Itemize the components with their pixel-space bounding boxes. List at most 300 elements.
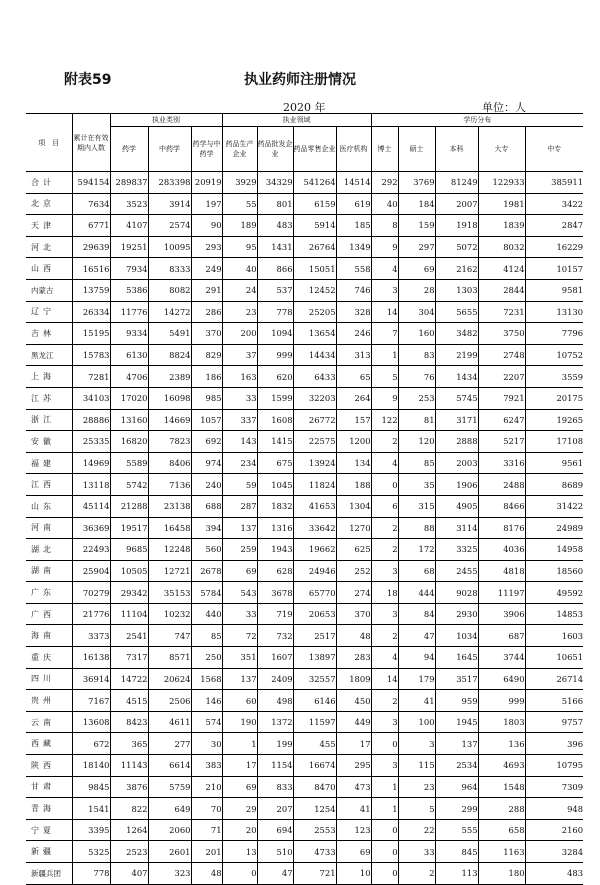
table-cell: 3523 (110, 193, 148, 215)
table-row (26, 236, 583, 258)
table-cell: 16098 (148, 387, 191, 409)
table-cell: 8689 (525, 474, 583, 496)
table-cell: 16516 (72, 258, 110, 280)
table-cell: 136 (478, 733, 525, 755)
table-cell: 4124 (478, 258, 525, 280)
table-row (26, 258, 583, 280)
table-cell: 999 (478, 690, 525, 712)
table-cell: 32203 (293, 387, 336, 409)
table-row (26, 366, 583, 388)
row-region-name: 河南 (26, 517, 72, 539)
table-cell: 3395 (72, 819, 110, 841)
table-cell: 76 (398, 366, 435, 388)
table-cell: 9561 (525, 452, 583, 474)
table-cell: 14514 (336, 172, 371, 194)
table-cell: 9685 (110, 539, 148, 561)
table-cell: 3929 (222, 172, 257, 194)
row-region-name: 合计 (26, 172, 72, 194)
table-cell: 16458 (148, 517, 191, 539)
table-cell: 1415 (257, 431, 293, 453)
table-cell: 207 (257, 798, 293, 820)
table-row (26, 387, 583, 409)
table-cell: 1163 (478, 841, 525, 863)
header-group-education: 学历分布 (371, 114, 583, 127)
table-cell: 180 (478, 863, 525, 885)
table-row (26, 668, 583, 690)
table-cell: 3744 (478, 647, 525, 669)
table-cell: 3750 (478, 323, 525, 345)
table-cell: 1200 (336, 431, 371, 453)
subheader-cell: 药品零售企业 (293, 127, 336, 172)
table-cell: 5914 (293, 215, 336, 237)
table-cell: 28886 (72, 409, 110, 431)
table-cell: 0 (371, 474, 398, 496)
table-row (26, 215, 583, 237)
table-body (26, 172, 583, 885)
table-cell: 120 (398, 431, 435, 453)
row-region-name: 宁夏 (26, 819, 72, 841)
table-cell: 188 (336, 474, 371, 496)
table-cell: 694 (257, 819, 293, 841)
table-cell: 801 (257, 193, 293, 215)
table-cell: 250 (191, 647, 222, 669)
table-cell: 85 (398, 452, 435, 474)
table-cell: 7796 (525, 323, 583, 345)
table-cell: 1803 (478, 711, 525, 733)
row-region-name: 天津 (26, 215, 72, 237)
row-region-name: 山东 (26, 495, 72, 517)
table-cell: 30 (191, 733, 222, 755)
table-cell: 2160 (525, 819, 583, 841)
table-cell: 253 (398, 387, 435, 409)
table-row (26, 647, 583, 669)
table-cell: 8423 (110, 711, 148, 733)
table-cell: 259 (222, 539, 257, 561)
table-cell: 4818 (478, 560, 525, 582)
table-cell: 13608 (72, 711, 110, 733)
table-cell: 1906 (435, 474, 478, 496)
table-cell: 1599 (257, 387, 293, 409)
table-cell: 10795 (525, 755, 583, 777)
table-cell: 123 (336, 819, 371, 841)
table-cell: 1254 (293, 798, 336, 820)
table-cell: 628 (257, 560, 293, 582)
table-cell: 29342 (110, 582, 148, 604)
table-cell: 299 (435, 798, 478, 820)
table-cell: 2523 (110, 841, 148, 863)
table-cell: 7823 (148, 431, 191, 453)
table-cell: 3 (371, 560, 398, 582)
table-cell: 25335 (72, 431, 110, 453)
table-cell: 5386 (110, 279, 148, 301)
table-cell: 2506 (148, 690, 191, 712)
table-cell: 13 (222, 841, 257, 863)
table-cell: 137 (435, 733, 478, 755)
table-cell: 2 (371, 625, 398, 647)
table-cell: 7 (371, 323, 398, 345)
table-cell: 17 (336, 733, 371, 755)
table-cell: 18 (371, 582, 398, 604)
table-cell: 134 (336, 452, 371, 474)
table-cell: 292 (371, 172, 398, 194)
table-cell: 9028 (435, 582, 478, 604)
table-cell: 100 (398, 711, 435, 733)
subheader-cell: 药品生产企业 (222, 127, 257, 172)
table-cell: 1945 (435, 711, 478, 733)
table-cell: 5 (398, 798, 435, 820)
table-cell: 313 (336, 344, 371, 366)
table-cell: 293 (191, 236, 222, 258)
table-cell: 3914 (148, 193, 191, 215)
pharmacist-registration-table (26, 113, 583, 885)
table-cell: 13897 (293, 647, 336, 669)
table-cell: 33 (398, 841, 435, 863)
table-cell: 4 (371, 258, 398, 280)
table-cell: 1607 (257, 647, 293, 669)
subheader-cell: 药品批发企业 (257, 127, 293, 172)
table-cell: 2930 (435, 603, 478, 625)
table-cell: 687 (478, 625, 525, 647)
table-cell: 688 (191, 495, 222, 517)
table-row (26, 603, 583, 625)
row-region-name: 山西 (26, 258, 72, 280)
table-cell: 25205 (293, 301, 336, 323)
subheader-row (26, 127, 583, 172)
table-cell: 8824 (148, 344, 191, 366)
table-cell: 0 (371, 863, 398, 885)
subheader-cell: 大专 (478, 127, 525, 172)
table-cell: 13130 (525, 301, 583, 323)
table-cell: 8470 (293, 776, 336, 798)
table-cell: 2199 (435, 344, 478, 366)
row-region-name: 云南 (26, 711, 72, 733)
table-cell: 1 (371, 776, 398, 798)
table-cell: 41653 (293, 495, 336, 517)
table-cell: 12721 (148, 560, 191, 582)
table-cell: 4733 (293, 841, 336, 863)
table-cell: 122933 (478, 172, 525, 194)
table-cell: 18560 (525, 560, 583, 582)
table-cell: 7281 (72, 366, 110, 388)
row-region-name: 湖北 (26, 539, 72, 561)
table-cell: 0 (371, 819, 398, 841)
row-region-name: 四川 (26, 668, 72, 690)
table-cell: 1839 (478, 215, 525, 237)
table-cell: 95 (222, 236, 257, 258)
table-cell: 32557 (293, 668, 336, 690)
table-cell: 692 (191, 431, 222, 453)
table-cell: 4 (371, 452, 398, 474)
table-cell: 157 (336, 409, 371, 431)
table-cell: 483 (525, 863, 583, 885)
table-cell: 7167 (72, 690, 110, 712)
table-cell: 16229 (525, 236, 583, 258)
table-cell: 2847 (525, 215, 583, 237)
row-region-name: 上海 (26, 366, 72, 388)
header-item: 项 目 (26, 114, 72, 172)
table-cell: 4036 (478, 539, 525, 561)
table-cell: 16674 (293, 755, 336, 777)
table-cell: 1 (371, 344, 398, 366)
table-cell: 65770 (293, 582, 336, 604)
table-cell: 197 (191, 193, 222, 215)
table-row (26, 776, 583, 798)
table-cell: 287 (222, 495, 257, 517)
table-cell: 2534 (435, 755, 478, 777)
table-cell: 5655 (435, 301, 478, 323)
table-cell: 9 (371, 387, 398, 409)
table-cell: 13160 (110, 409, 148, 431)
table-cell: 13924 (293, 452, 336, 474)
subheader-cell: 博士 (371, 127, 398, 172)
table-row (26, 798, 583, 820)
subheader-cell: 硕士 (398, 127, 435, 172)
table-cell: 26334 (72, 301, 110, 323)
row-region-name: 新疆兵团 (26, 863, 72, 885)
table-cell: 407 (110, 863, 148, 885)
table-cell: 7317 (110, 647, 148, 669)
table-cell: 2 (371, 690, 398, 712)
table-cell: 163 (222, 366, 257, 388)
table-cell: 14272 (148, 301, 191, 323)
row-region-name: 黑龙江 (26, 344, 72, 366)
table-cell: 1270 (336, 517, 371, 539)
table-cell: 7934 (110, 258, 148, 280)
table-cell: 4706 (110, 366, 148, 388)
table-cell: 10157 (525, 258, 583, 280)
table-cell: 721 (293, 863, 336, 885)
table-cell: 14 (371, 301, 398, 323)
table-cell: 70279 (72, 582, 110, 604)
table-cell: 11104 (110, 603, 148, 625)
table-row (26, 863, 583, 885)
table-cell: 6159 (293, 193, 336, 215)
table-cell: 2060 (148, 819, 191, 841)
row-region-name: 甘肃 (26, 776, 72, 798)
table-cell: 2601 (148, 841, 191, 863)
row-region-name: 河北 (26, 236, 72, 258)
table-cell: 3325 (435, 539, 478, 561)
table-cell: 833 (257, 776, 293, 798)
table-cell: 7231 (478, 301, 525, 323)
table-cell: 2 (371, 517, 398, 539)
table-cell: 22 (398, 819, 435, 841)
table-cell: 81249 (435, 172, 478, 194)
table-cell: 264 (336, 387, 371, 409)
table-cell: 1434 (435, 366, 478, 388)
row-region-name: 广东 (26, 582, 72, 604)
table-cell: 4515 (110, 690, 148, 712)
table-cell: 17020 (110, 387, 148, 409)
table-cell: 2003 (435, 452, 478, 474)
table-cell: 137 (222, 668, 257, 690)
table-cell: 1 (222, 733, 257, 755)
table-cell: 3906 (478, 603, 525, 625)
table-cell: 23 (398, 776, 435, 798)
table-cell: 72 (222, 625, 257, 647)
row-region-name: 北京 (26, 193, 72, 215)
table-cell: 541264 (293, 172, 336, 194)
table-cell: 274 (336, 582, 371, 604)
table-row (26, 625, 583, 647)
table-cell: 6490 (478, 668, 525, 690)
table-cell: 31422 (525, 495, 583, 517)
table-cell: 3 (371, 711, 398, 733)
page-title: 执业药师注册情况 (244, 72, 356, 88)
table-cell: 3559 (525, 366, 583, 388)
table-cell: 143 (222, 431, 257, 453)
table-cell: 964 (435, 776, 478, 798)
table-cell: 5491 (148, 323, 191, 345)
table-cell: 20624 (148, 668, 191, 690)
table-cell: 444 (398, 582, 435, 604)
table-cell: 5784 (191, 582, 222, 604)
table-cell: 25904 (72, 560, 110, 582)
table-cell: 28 (398, 279, 435, 301)
table-cell: 1057 (191, 409, 222, 431)
table-cell: 5072 (435, 236, 478, 258)
table-cell: 6433 (293, 366, 336, 388)
table-cell: 370 (336, 603, 371, 625)
row-region-name: 新疆 (26, 841, 72, 863)
table-cell: 560 (191, 539, 222, 561)
table-cell: 190 (222, 711, 257, 733)
table-cell: 8466 (478, 495, 525, 517)
table-cell: 5217 (478, 431, 525, 453)
table-cell: 2553 (293, 819, 336, 841)
table-cell: 9581 (525, 279, 583, 301)
table-cell: 160 (398, 323, 435, 345)
table-row (26, 517, 583, 539)
table-cell: 10651 (525, 647, 583, 669)
table-cell: 5166 (525, 690, 583, 712)
table-cell: 186 (191, 366, 222, 388)
table-cell: 14853 (525, 603, 583, 625)
row-region-name: 内蒙古 (26, 279, 72, 301)
table-cell: 81 (398, 409, 435, 431)
table-cell: 1045 (257, 474, 293, 496)
table-cell: 246 (336, 323, 371, 345)
table-cell: 2455 (435, 560, 478, 582)
table-cell: 385911 (525, 172, 583, 194)
year-label: 2020 年 (283, 101, 326, 114)
table-cell: 199 (257, 733, 293, 755)
table-cell: 12452 (293, 279, 336, 301)
row-region-name: 陕西 (26, 755, 72, 777)
subheader-cell: 医疗机构 (336, 127, 371, 172)
table-cell: 189 (222, 215, 257, 237)
table-cell: 1349 (336, 236, 371, 258)
table-cell: 179 (398, 668, 435, 690)
table-cell: 11143 (110, 755, 148, 777)
table-cell: 14 (371, 668, 398, 690)
table-cell: 6247 (478, 409, 525, 431)
table-cell: 5 (371, 366, 398, 388)
table-cell: 286 (191, 301, 222, 323)
table-cell: 2 (371, 539, 398, 561)
table-cell: 10095 (148, 236, 191, 258)
row-region-name: 辽宁 (26, 301, 72, 323)
table-cell: 65 (336, 366, 371, 388)
table-cell: 17 (222, 755, 257, 777)
table-cell: 14722 (110, 668, 148, 690)
table-cell: 48 (191, 863, 222, 885)
table-cell: 21288 (110, 495, 148, 517)
table-cell: 24 (222, 279, 257, 301)
table-cell: 37 (222, 344, 257, 366)
table-cell: 7921 (478, 387, 525, 409)
table-cell: 1568 (191, 668, 222, 690)
table-cell: 3 (371, 279, 398, 301)
table-cell: 10505 (110, 560, 148, 582)
table-cell: 12248 (148, 539, 191, 561)
table-cell: 21776 (72, 603, 110, 625)
table-row (26, 409, 583, 431)
table-cell: 1645 (435, 647, 478, 669)
table-row (26, 452, 583, 474)
table-cell: 7136 (148, 474, 191, 496)
table-cell: 13118 (72, 474, 110, 496)
table-cell: 1303 (435, 279, 478, 301)
table-cell: 822 (110, 798, 148, 820)
table-cell: 3373 (72, 625, 110, 647)
table-cell: 16138 (72, 647, 110, 669)
table-row (26, 690, 583, 712)
table-cell: 574 (191, 711, 222, 733)
table-cell: 746 (336, 279, 371, 301)
table-cell: 137 (222, 517, 257, 539)
table-cell: 11597 (293, 711, 336, 733)
table-cell: 20653 (293, 603, 336, 625)
table-cell: 537 (257, 279, 293, 301)
subheader-cell: 本科 (435, 127, 478, 172)
table-row (26, 560, 583, 582)
table-row (26, 841, 583, 863)
appendix-label: 附表59 (64, 72, 112, 88)
table-cell: 277 (148, 733, 191, 755)
header-total: 累计在有效期内人数 (72, 114, 110, 172)
table-cell: 13654 (293, 323, 336, 345)
table-cell: 185 (336, 215, 371, 237)
table-cell: 8 (371, 215, 398, 237)
table-cell: 249 (191, 258, 222, 280)
table-cell: 675 (257, 452, 293, 474)
table-cell: 90 (191, 215, 222, 237)
table-cell: 8176 (478, 517, 525, 539)
table-cell: 959 (435, 690, 478, 712)
row-region-name: 青海 (26, 798, 72, 820)
table-cell: 288 (478, 798, 525, 820)
table-cell: 10232 (148, 603, 191, 625)
table-cell: 999 (257, 344, 293, 366)
table-cell: 23138 (148, 495, 191, 517)
table-cell: 1809 (336, 668, 371, 690)
table-cell: 200 (222, 323, 257, 345)
table-cell: 41 (398, 690, 435, 712)
table-cell: 9334 (110, 323, 148, 345)
table-cell: 48 (336, 625, 371, 647)
table-cell: 289837 (110, 172, 148, 194)
table-cell: 14958 (525, 539, 583, 561)
header-group-field: 执业领域 (222, 114, 371, 127)
table-cell: 10752 (525, 344, 583, 366)
table-cell: 41 (336, 798, 371, 820)
table-cell: 2207 (478, 366, 525, 388)
subheader-cell: 中专 (525, 127, 583, 172)
table-row (26, 279, 583, 301)
table-cell: 1608 (257, 409, 293, 431)
table-cell: 866 (257, 258, 293, 280)
